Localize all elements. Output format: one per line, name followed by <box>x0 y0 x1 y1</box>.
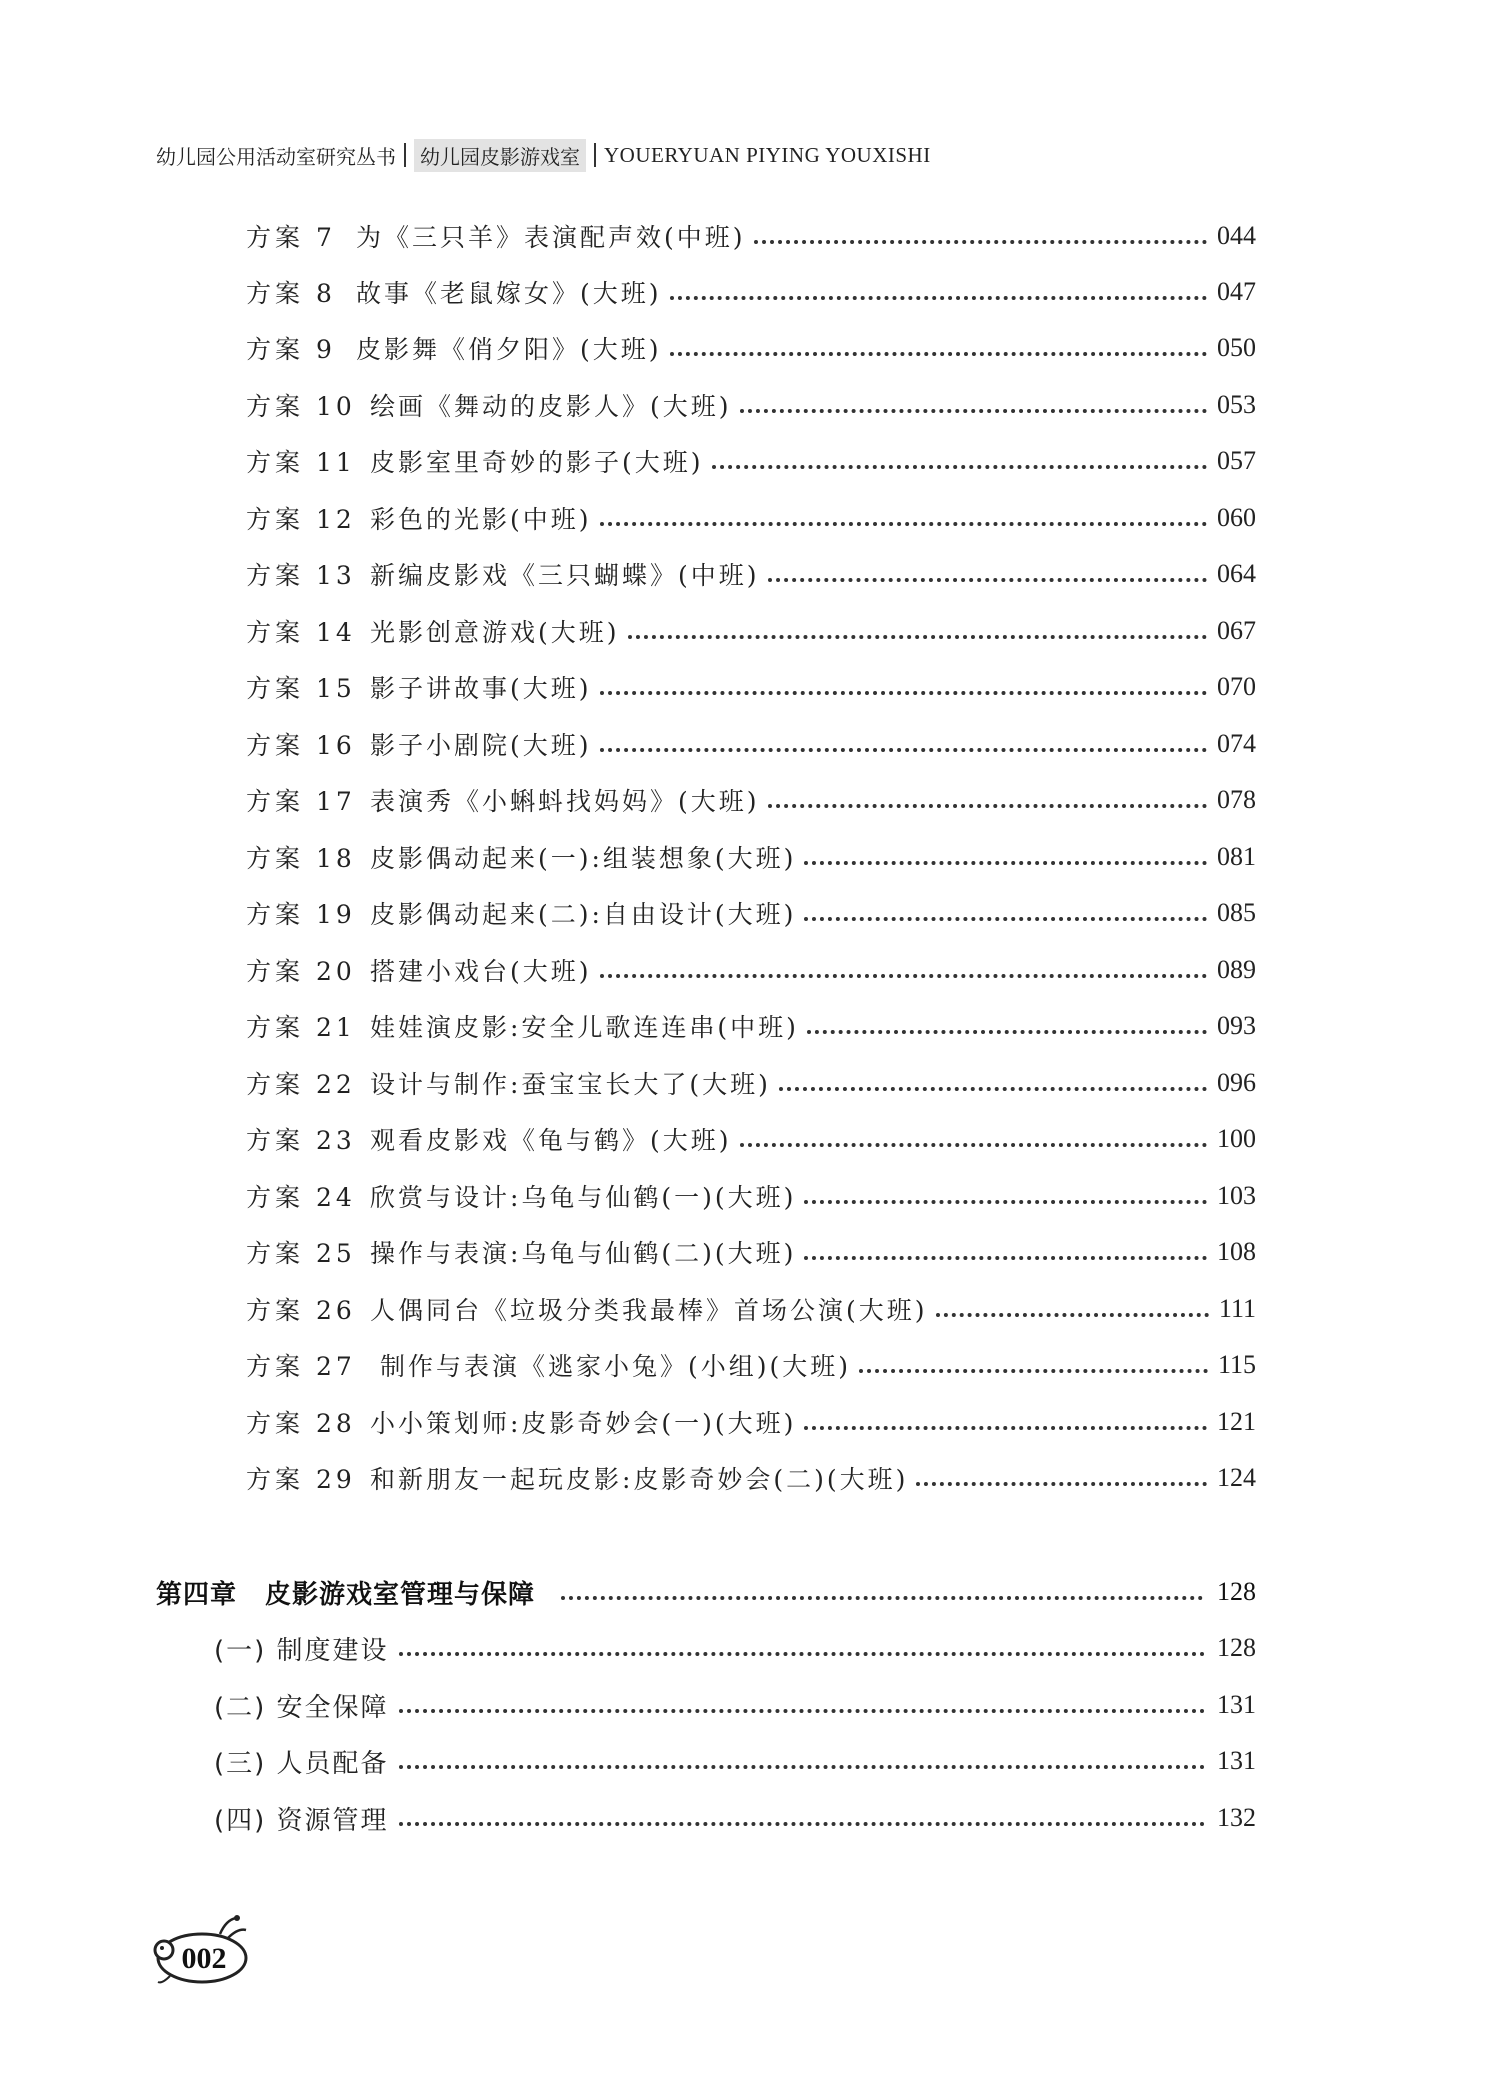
dot-leader <box>740 1143 1207 1147</box>
toc-section[interactable] <box>214 1798 1256 1838</box>
page-number: 002 <box>181 1942 227 1975</box>
dot-leader <box>804 861 1207 865</box>
entry-title: 绘画《舞动的皮影人》(大班) <box>370 392 732 421</box>
toc-entry[interactable] <box>246 441 1256 481</box>
dot-leader <box>628 635 1207 639</box>
ladybug-icon <box>150 1910 250 1990</box>
section-title: (四) 资源管理 <box>214 1805 389 1836</box>
toc-entry[interactable] <box>246 498 1256 538</box>
toc-entry[interactable] <box>246 780 1256 820</box>
entry-number: 方案 24 <box>246 1183 356 1212</box>
toc-entry[interactable] <box>246 554 1256 594</box>
entry-page: 115 <box>1217 1350 1256 1379</box>
entry-page: 093 <box>1217 1011 1256 1040</box>
entry-title: 观看皮影戏《龟与鹤》(大班) <box>370 1126 732 1155</box>
entry-title: 影子小剧院(大班) <box>370 731 592 760</box>
entry-title: 和新朋友一起玩皮影:皮影奇妙会(二)(大班) <box>370 1465 909 1494</box>
entry-page: 108 <box>1217 1237 1256 1266</box>
section-title: (一) 制度建设 <box>214 1635 389 1666</box>
entry-page: 081 <box>1217 842 1256 871</box>
entry-title: 操作与表演:乌龟与仙鹤(二)(大班) <box>370 1239 797 1268</box>
dot-leader <box>768 578 1207 582</box>
entry-title: 为《三只羊》表演配声效(中班) <box>356 223 746 252</box>
dot-leader <box>804 1426 1207 1430</box>
entry-number: 方案 7 <box>246 223 336 252</box>
entry-number: 方案 16 <box>246 731 356 760</box>
dot-leader <box>670 352 1207 356</box>
dot-leader <box>399 1822 1205 1826</box>
entry-number: 方案 20 <box>246 957 356 986</box>
entry-number: 方案 22 <box>246 1070 356 1099</box>
toc-entry[interactable] <box>246 216 1256 256</box>
entry-title: 皮影偶动起来(一):组装想象(大班) <box>370 844 797 873</box>
toc-entry[interactable] <box>246 1345 1256 1385</box>
toc-entry[interactable] <box>246 837 1256 877</box>
chapter-page: 128 <box>1217 1577 1256 1606</box>
entry-title: 皮影室里奇妙的影子(大班) <box>370 448 704 477</box>
entry-page: 047 <box>1217 277 1256 306</box>
dot-leader <box>670 296 1207 300</box>
entry-title: 皮影偶动起来(二):自由设计(大班) <box>370 900 797 929</box>
entry-number: 方案 14 <box>246 618 356 647</box>
entry-title: 欣赏与设计:乌龟与仙鹤(一)(大班) <box>370 1183 797 1212</box>
entry-number: 方案 27 <box>246 1352 356 1381</box>
toc-entry[interactable] <box>246 272 1256 312</box>
book-title-pinyin: YOUERYUAN PIYING YOUXISHI <box>604 142 931 167</box>
entry-page: 044 <box>1217 221 1256 250</box>
entry-title: 光影创意游戏(大班) <box>370 618 620 647</box>
toc-entry[interactable] <box>246 1176 1256 1216</box>
entry-page: 085 <box>1217 898 1256 927</box>
section-page: 131 <box>1217 1690 1256 1719</box>
entry-number: 方案 29 <box>246 1465 356 1494</box>
chapter-heading[interactable] <box>156 1572 1256 1612</box>
entry-number: 方案 21 <box>246 1013 356 1042</box>
entry-page: 124 <box>1217 1463 1256 1492</box>
entry-number: 方案 8 <box>246 279 336 308</box>
chapter-number: 第四章 <box>156 1579 238 1610</box>
dot-leader <box>804 1200 1207 1204</box>
entry-number: 方案 23 <box>246 1126 356 1155</box>
dot-leader <box>804 917 1207 921</box>
toc-entry[interactable] <box>246 385 1256 425</box>
section-title: (三) 人员配备 <box>214 1748 389 1779</box>
dot-leader <box>600 974 1207 978</box>
entry-page: 057 <box>1217 446 1256 475</box>
entry-number: 方案 25 <box>246 1239 356 1268</box>
entry-title: 人偶同台《垃圾分类我最棒》首场公演(大班) <box>370 1296 928 1325</box>
section-page: 128 <box>1217 1633 1256 1662</box>
dot-leader <box>740 409 1207 413</box>
toc-entry[interactable] <box>246 1458 1256 1498</box>
entry-number: 方案 11 <box>246 448 356 477</box>
entry-number: 方案 17 <box>246 787 356 816</box>
entry-page: 067 <box>1217 616 1256 645</box>
toc-section[interactable] <box>214 1685 1256 1725</box>
entry-title: 新编皮影戏《三只蝴蝶》(中班) <box>370 561 760 590</box>
dot-leader <box>936 1313 1209 1317</box>
page-number-badge <box>150 1910 250 1990</box>
dot-leader <box>804 1256 1207 1260</box>
dot-leader <box>600 691 1207 695</box>
section-title: (二) 安全保障 <box>214 1692 389 1723</box>
toc-entry[interactable] <box>246 724 1256 764</box>
section-page: 132 <box>1217 1803 1256 1832</box>
entry-page: 121 <box>1217 1407 1256 1436</box>
entry-title: 彩色的光影(中班) <box>370 505 592 534</box>
entry-number: 方案 10 <box>246 392 356 421</box>
entry-title: 影子讲故事(大班) <box>370 674 592 703</box>
entry-title: 娃娃演皮影:安全儿歌连连串(中班) <box>370 1013 799 1042</box>
entry-page: 089 <box>1217 955 1256 984</box>
chapter-title: 皮影游戏室管理与保障 <box>265 1579 536 1610</box>
book-title: 幼儿园皮影游戏室 <box>414 139 586 172</box>
dot-leader <box>712 465 1207 469</box>
entry-title: 表演秀《小蝌蚪找妈妈》(大班) <box>370 787 760 816</box>
entry-title: 制作与表演《逃家小兔》(小组)(大班) <box>380 1352 852 1381</box>
dot-leader <box>600 522 1207 526</box>
toc-entry[interactable] <box>246 667 1256 707</box>
entry-page: 100 <box>1217 1124 1256 1153</box>
entry-page: 096 <box>1217 1068 1256 1097</box>
toc-entry[interactable] <box>246 1006 1256 1046</box>
header-divider <box>404 143 406 167</box>
entry-number: 方案 18 <box>246 844 356 873</box>
toc-entry[interactable] <box>246 950 1256 990</box>
entry-page: 070 <box>1217 672 1256 701</box>
dot-leader <box>779 1087 1207 1091</box>
dot-leader <box>399 1709 1205 1713</box>
entry-number: 方案 13 <box>246 561 356 590</box>
dot-leader <box>754 240 1207 244</box>
entry-title: 搭建小戏台(大班) <box>370 957 592 986</box>
toc-entry[interactable] <box>246 1232 1256 1272</box>
dot-leader <box>916 1482 1207 1486</box>
toc-section[interactable] <box>214 1628 1256 1668</box>
entry-page: 050 <box>1217 333 1256 362</box>
toc-entry[interactable] <box>246 328 1256 368</box>
dot-leader <box>600 748 1207 752</box>
toc-entry[interactable] <box>246 1402 1256 1442</box>
dot-leader <box>399 1652 1205 1656</box>
toc-entry[interactable] <box>246 1289 1256 1329</box>
toc-entry[interactable] <box>246 893 1256 933</box>
chapter-label <box>156 1574 535 1611</box>
dot-leader <box>399 1765 1205 1769</box>
entry-page: 053 <box>1217 390 1256 419</box>
entry-number: 方案 28 <box>246 1409 356 1438</box>
entry-title: 故事《老鼠嫁女》(大班) <box>356 279 662 308</box>
dot-leader <box>768 804 1207 808</box>
entry-page: 111 <box>1218 1294 1256 1323</box>
entry-page: 078 <box>1217 785 1256 814</box>
toc-entry[interactable] <box>246 1063 1256 1103</box>
entry-page: 103 <box>1217 1181 1256 1210</box>
entry-number: 方案 19 <box>246 900 356 929</box>
series-title: 幼儿园公用活动室研究丛书 <box>156 144 396 169</box>
entry-page: 060 <box>1217 503 1256 532</box>
dot-leader <box>859 1369 1208 1373</box>
dot-leader <box>807 1030 1207 1034</box>
dot-leader <box>561 1596 1203 1600</box>
entry-number: 方案 15 <box>246 674 356 703</box>
section-page: 131 <box>1217 1746 1256 1775</box>
entry-number: 方案 12 <box>246 505 356 534</box>
entry-page: 074 <box>1217 729 1256 758</box>
header-divider <box>594 143 596 167</box>
toc-entry[interactable] <box>246 1119 1256 1159</box>
entry-title: 设计与制作:蚕宝宝长大了(大班) <box>370 1070 771 1099</box>
entry-title: 皮影舞《俏夕阳》(大班) <box>356 335 662 364</box>
entry-page: 064 <box>1217 559 1256 588</box>
toc-entry[interactable] <box>246 611 1256 651</box>
entry-number: 方案 9 <box>246 335 336 364</box>
running-header <box>156 138 931 172</box>
entry-number: 方案 26 <box>246 1296 356 1325</box>
entry-title: 小小策划师:皮影奇妙会(一)(大班) <box>370 1409 797 1438</box>
toc-section[interactable] <box>214 1741 1256 1781</box>
